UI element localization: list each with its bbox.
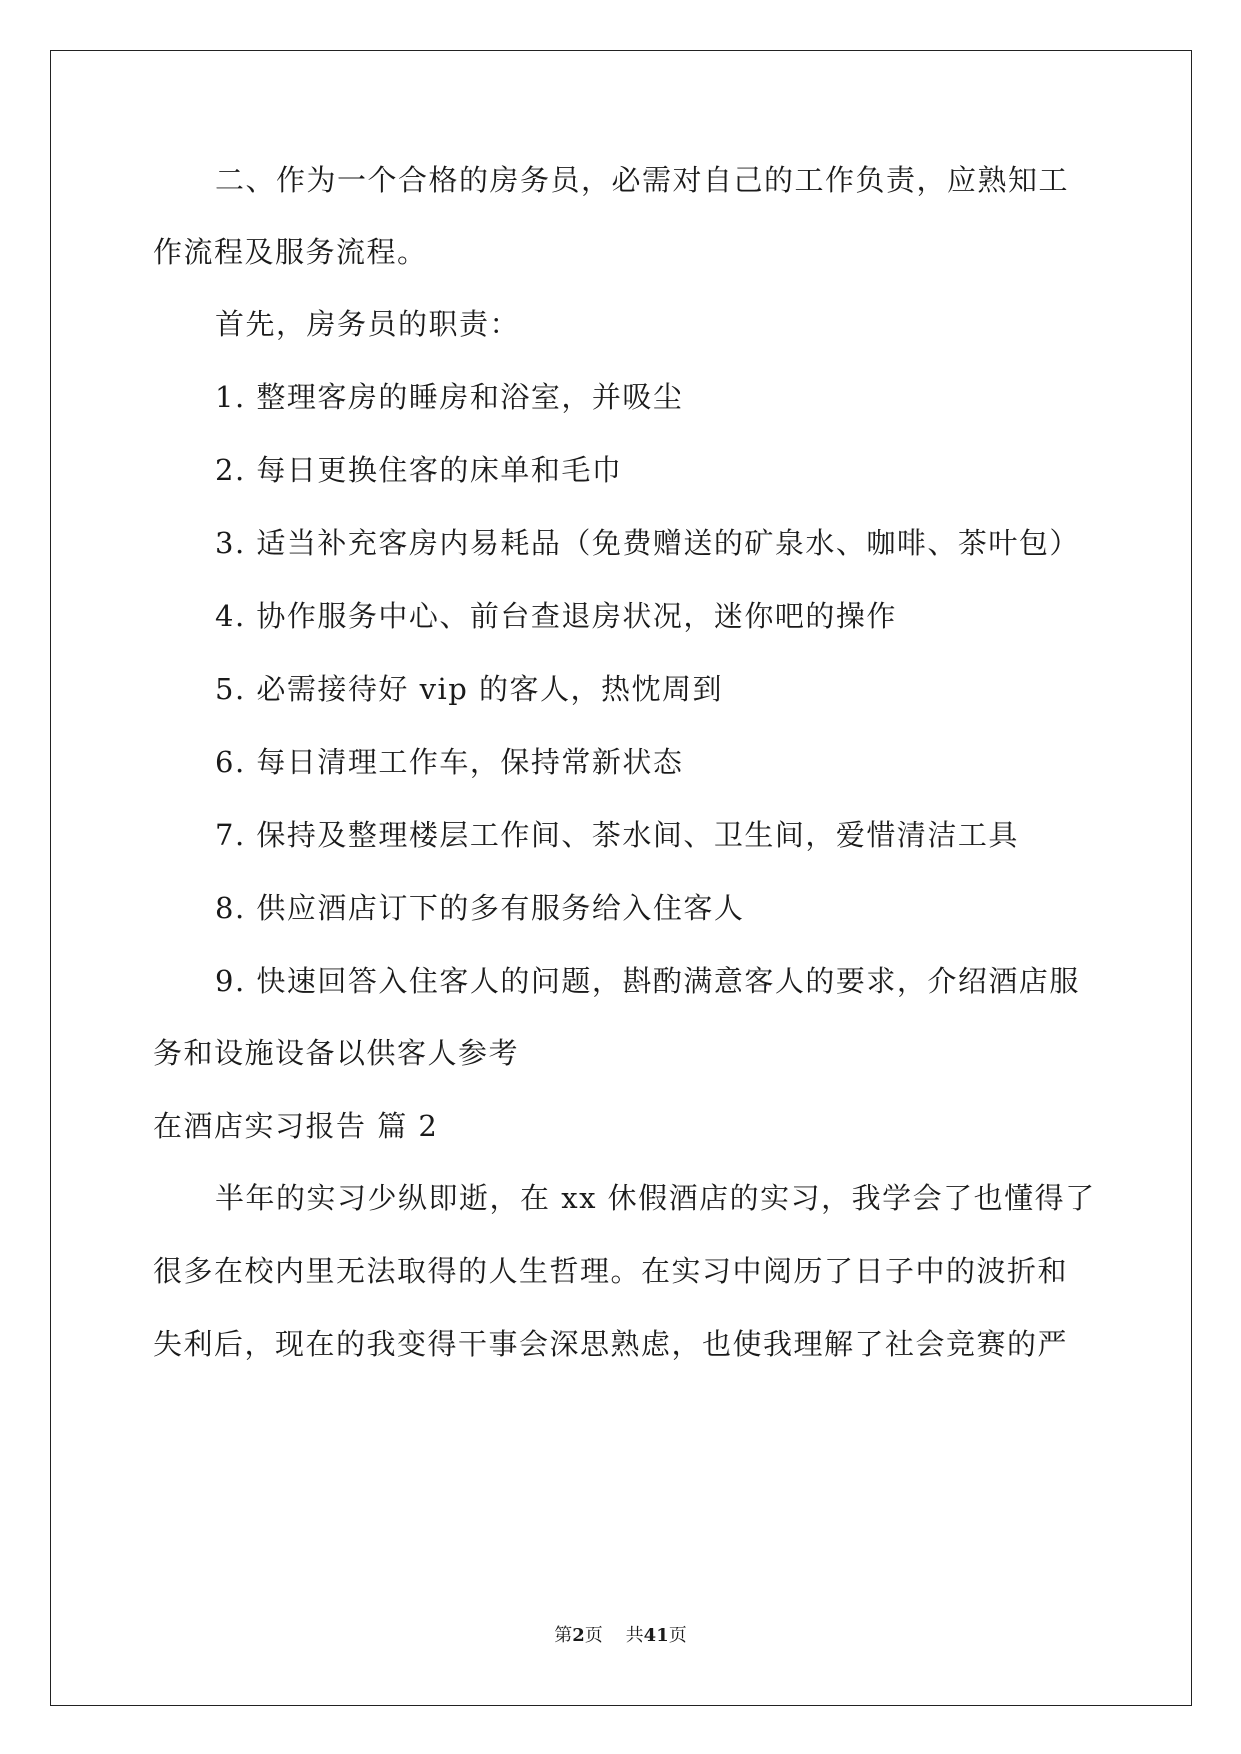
total-prefix: 共 — [625, 1625, 644, 1646]
paragraph-line: 作流程及服务流程。 — [153, 235, 428, 269]
list-item: 7. 保持及整理楼层工作间、茶水间、卫生间，爱惜清洁工具 — [215, 818, 1019, 852]
paragraph-line: 首先，房务员的职责： — [215, 307, 521, 341]
page-footer — [0, 1624, 1241, 1648]
list-item: 5. 必需接待好 vip 的客人，热忱周到 — [215, 672, 724, 706]
page-suffix: 页 — [584, 1625, 603, 1646]
page-border — [50, 50, 1192, 1706]
paragraph-line: 半年的实习少纵即逝，在 xx 休假酒店的实习，我学会了也懂得了 — [215, 1181, 1096, 1215]
list-item: 6. 每日清理工作车，保持常新状态 — [215, 745, 684, 779]
list-item-continuation: 务和设施设备以供客人参考 — [153, 1036, 520, 1070]
list-item: 3. 适当补充客房内易耗品（免费赠送的矿泉水、咖啡、茶叶包） — [215, 526, 1080, 560]
paragraph-line: 失利后，现在的我变得干事会深思熟虑，也使我理解了社会竞赛的严 — [153, 1327, 1069, 1361]
page-number: 2 — [572, 1625, 585, 1646]
list-item: 9. 快速回答入住客人的问题，斟酌满意客人的要求，介绍酒店服 — [215, 964, 1080, 998]
list-item: 8. 供应酒店订下的多有服务给入住客人 — [215, 891, 745, 925]
paragraph-line: 很多在校内里无法取得的人生哲理。在实习中阅历了日子中的波折和 — [153, 1254, 1069, 1288]
paragraph-line: 二、作为一个合格的房务员，必需对自己的工作负责，应熟知工 — [215, 163, 1070, 197]
section-heading: 在酒店实习报告 篇 2 — [153, 1109, 439, 1143]
list-item: 4. 协作服务中心、前台查退房状况，迷你吧的操作 — [215, 599, 897, 633]
total-pages: 41 — [643, 1625, 669, 1646]
list-item: 1. 整理客房的睡房和浴室，并吸尘 — [215, 380, 684, 414]
total-suffix: 页 — [668, 1625, 687, 1646]
page-prefix: 第 — [554, 1625, 573, 1646]
list-item: 2. 每日更换住客的床单和毛巾 — [215, 453, 623, 487]
